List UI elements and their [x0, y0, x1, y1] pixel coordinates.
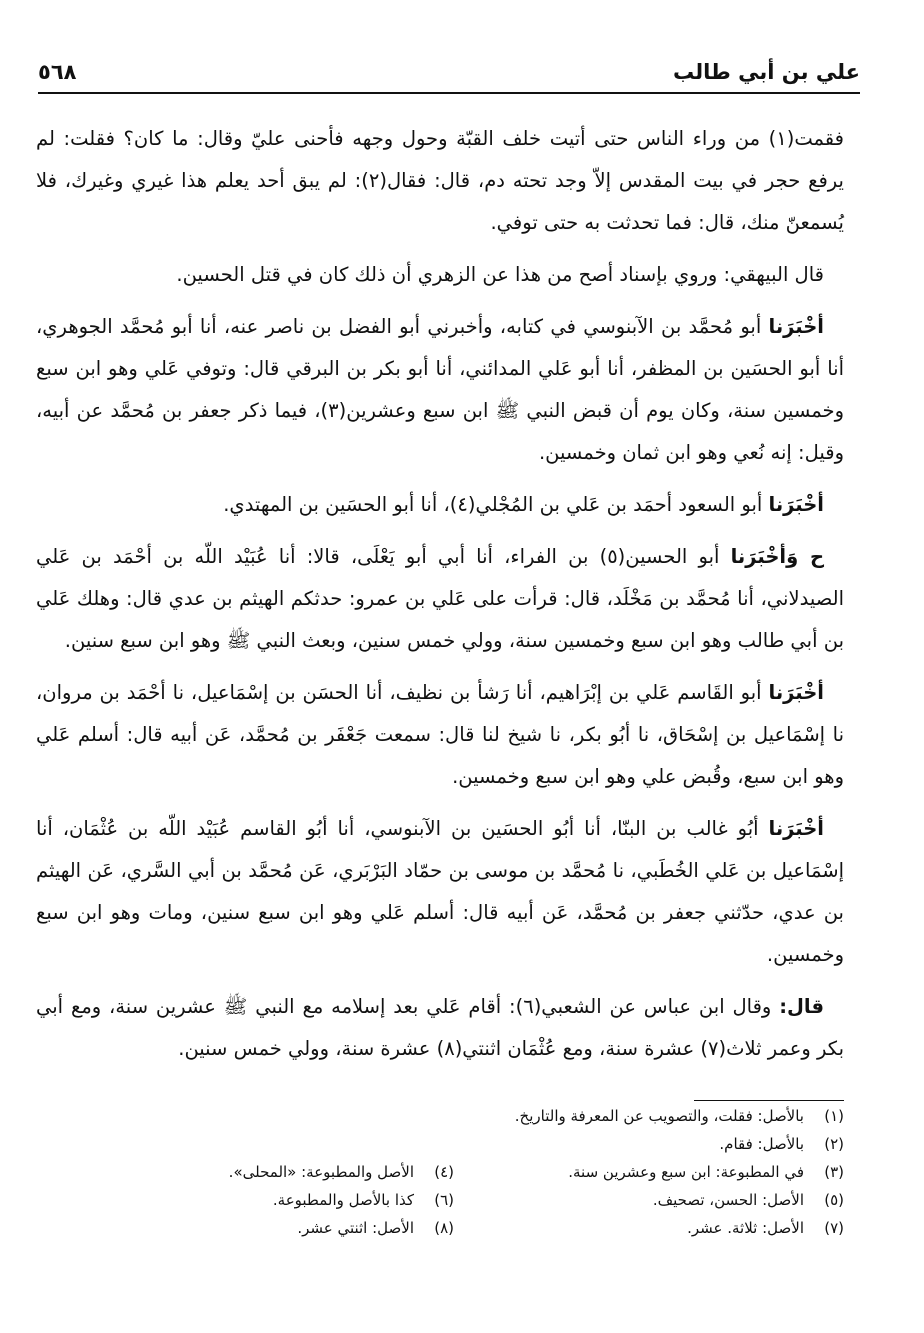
footnote: [454, 1214, 844, 1242]
footnote-row: [48, 1186, 844, 1214]
footnote: [64, 1214, 454, 1242]
paragraph-text: أبو السعود أحمَد بن عَلي بن المُجْلي(٤)، أنا أبو الحسَين بن المهتدي.: [223, 493, 769, 516]
footnote-text: الأصل: الحسن، تصحيف.: [652, 1191, 804, 1209]
paragraph-text: أبو الحسين(٥) بن الفراء، أنا أبي أبو يَعْلَى، قالا: أنا عُبَيْد اللّه بن أحْمَد بن عَلي الصيدلاني، أنا مُحمَّد بن مَخْلَد، قال: قرأت على عَلي بن عمرو: حدثكم الهيثم بن عدي قال: وهلك عَلي بن أبي طالب وهو ابن سبع وخمسين سنة، وولي خمس سنين، وبعث النبي ﷺ وهو ابن سبع سنين.: [36, 545, 844, 652]
footnote-number: (٧): [824, 1219, 844, 1237]
footnotes: [48, 1102, 844, 1242]
footnote-number: (٦): [434, 1191, 454, 1209]
footnote: [454, 1186, 844, 1214]
footnote-text: الأصل والمطبوعة: «المحلى».: [228, 1163, 414, 1181]
paragraph-keyword: أخْبَرَنا: [768, 817, 824, 840]
footnote-number: (١): [824, 1107, 844, 1125]
paragraph-keyword: أخْبَرَنا: [768, 315, 824, 338]
footnote-number: (٤): [434, 1163, 454, 1181]
paragraph: [36, 986, 844, 1070]
paragraph-keyword: أخْبَرَنا: [768, 681, 824, 704]
footnote: [719, 1130, 844, 1158]
paragraph-text: وقال ابن عباس عن الشعبي(٦): أقام عَلي بعد إسلامه مع النبي ﷺ عشرين سنة، ومع أبي بكر وعمر ثلاث(٧) عشرة سنة، ومع عُثْمَان اثنتي(٨) عشرة سنة، وولي خمس سنين.: [36, 995, 844, 1060]
footnote-row: [48, 1130, 844, 1158]
paragraph-text: فقمت(١) من وراء الناس حتى أتيت خلف القبّة وحول وجهه فأحنى عليّ وقال: ما كان؟ فقلت: لم يرفع حجر في بيت المقدس إلاّ وجد تحته دم، قال: فقال(٢): لم يبق أحد يعلم هذا غيري وغيرك، فلا يُسمعنّ منك، قال: فما تحدثت به حتى توفي.: [36, 127, 844, 234]
paragraph-keyword: ح وَأخْبَرَنا: [730, 545, 825, 568]
footnote-text: بالأصل: فقلت، والتصويب عن المعرفة والتاريخ.: [514, 1107, 804, 1125]
footnote-number: (٥): [824, 1191, 844, 1209]
paragraph: [36, 484, 844, 526]
page-number: ٥٦٨: [38, 60, 77, 84]
paragraph-keyword: أخْبَرَنا: [768, 493, 824, 516]
footnote: [454, 1158, 844, 1186]
footnote-text: الأصل: اثنتي عشر.: [297, 1219, 414, 1237]
paragraph: [36, 306, 844, 474]
footnote: [64, 1158, 454, 1186]
footnote-row: [48, 1214, 844, 1242]
paragraph-keyword: قال:: [779, 995, 824, 1018]
footnote-number: (٨): [434, 1219, 454, 1237]
footnote-number: (٣): [824, 1163, 844, 1181]
paragraph-text: أبو مُحمَّد بن الآبنوسي في كتابه، وأخبرني أبو الفضل بن ناصر عنه، أنا أبو مُحمَّد الجوهري، أنا أبو الحسَين بن المظفر، أنا أبو عَلي المدائني، أنا أبو بكر بن البرقي قال: وتوفي عَلي وهو ابن سبع وخمسين سنة، وكان يوم أن قبض النبي ﷺ ابن سبع وعشرين(٣)، فيما ذكر جعفر بن مُحمَّد عن أبيه، وقيل: إنه نُعي وهو ابن ثمان وخمسين.: [36, 315, 844, 464]
paragraph: [36, 536, 844, 662]
paragraph: [36, 254, 844, 296]
footnote: [64, 1186, 454, 1214]
paragraph-text: قال البيهقي: وروي بإسناد أصح من هذا عن الزهري أن ذلك كان في قتل الحسين.: [176, 263, 824, 286]
footnote-text: في المطبوعة: ابن سبع وعشرين سنة.: [568, 1163, 804, 1181]
footnote-row: [48, 1158, 844, 1186]
paragraph: [36, 808, 844, 976]
footnote-number: (٢): [824, 1135, 844, 1153]
paragraph-text: أبو القَاسم عَلي بن إبْرَاهيم، أنا رَشأ بن نظيف، أنا الحسَن بن إسْمَاعيل، نا أحْمَد بن مروان، نا إسْمَاعيل بن إسْحَاق، نا أبُو بكر، نا شيخ لنا قال: سمعت جَعْفَر بن مُحمَّد، عَن أبيه قال: أسلم عَلي وهو ابن سبع، وقُبض علي وهو ابن سبع وخمسين.: [36, 681, 844, 788]
paragraph: [36, 118, 844, 244]
running-title: علي بن أبي طالب: [673, 60, 860, 84]
footnote: [515, 1102, 844, 1130]
main-text: [36, 118, 844, 1080]
footnote-text: بالأصل: فقام.: [719, 1135, 804, 1153]
page-header: [38, 52, 860, 94]
footnote-text: الأصل: ثلاثة. عشر.: [687, 1219, 804, 1237]
paragraph-text: أبُو غالب بن البنّا، أنا أبُو الحسَين بن الآبنوسي، أنا أبُو القاسم عُبَيْد اللّه بن عُثْمَان، أنا إسْمَاعيل بن عَلي الخُطَبي، نا مُحمَّد بن موسى بن حمّاد البَرْبَري، عَن مُحمَّد بن أبي السَّري، عَن الهيثم بن عدي، حدّثني جعفر بن مُحمَّد، عَن أبيه قال: أسلم عَلي وهو ابن سبع سنين، ومات وهو ابن سبع وخمسين.: [36, 817, 844, 966]
footnote-divider: [694, 1100, 844, 1101]
footnote-row: [48, 1102, 844, 1130]
paragraph: [36, 672, 844, 798]
footnote-text: كذا بالأصل والمطبوعة.: [272, 1191, 414, 1209]
